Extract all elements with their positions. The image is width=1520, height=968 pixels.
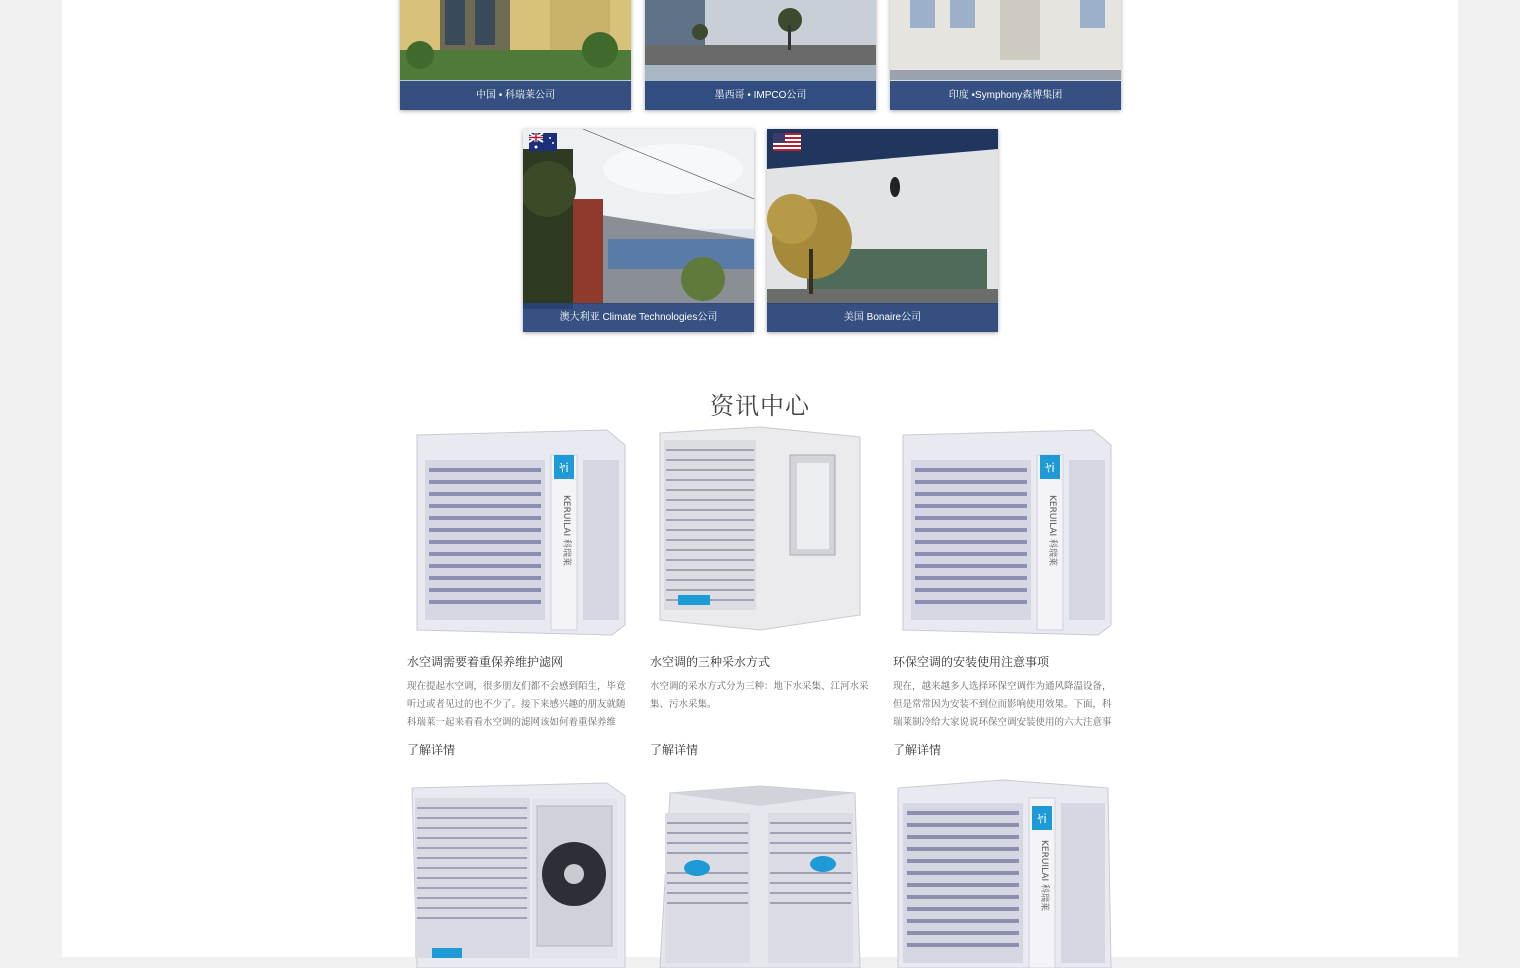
partner-caption: 中国 • 科瑞莱公司 bbox=[400, 81, 631, 110]
news-title[interactable]: 环保空调的安装使用注意事项 bbox=[893, 655, 1050, 669]
air-cooler-product-image[interactable] bbox=[650, 425, 872, 637]
partner-card-china[interactable] bbox=[400, 0, 631, 110]
partner-card-mexico[interactable] bbox=[645, 0, 876, 110]
partner-caption: 墨西哥 • IMPCO公司 bbox=[645, 81, 876, 110]
section-title: 资讯中心 bbox=[710, 393, 810, 420]
read-more-link[interactable]: 了解详情 bbox=[650, 743, 699, 757]
news-card[interactable] bbox=[650, 425, 872, 755]
read-more-link[interactable]: 了解详情 bbox=[893, 743, 942, 757]
news-description: 水空调的采水方式分为三种：地下水采集、江河水采集、污水采集。 bbox=[650, 681, 869, 710]
usa-flag-icon bbox=[773, 133, 801, 151]
partner-card-australia[interactable] bbox=[523, 129, 754, 332]
svg-text:KERUILAI 科瑞莱: KERUILAI 科瑞莱 bbox=[1039, 840, 1049, 911]
partner-caption: 澳大利亚 Climate Technologies公司 bbox=[523, 303, 754, 332]
building-photo bbox=[523, 129, 754, 332]
australia-flag-icon bbox=[529, 133, 557, 151]
building-photo bbox=[767, 129, 998, 332]
air-cooler-product-image[interactable] bbox=[893, 425, 1115, 637]
news-title[interactable]: 水空调的三种采水方式 bbox=[650, 655, 771, 669]
partner-caption: 美国 Bonaire公司 bbox=[767, 303, 998, 332]
svg-text:ﾔi: ﾔi bbox=[559, 461, 569, 475]
air-cooler-product-image[interactable] bbox=[407, 425, 629, 637]
news-card[interactable] bbox=[407, 425, 629, 755]
svg-text:KERUILAI 科瑞莱: KERUILAI 科瑞莱 bbox=[1047, 495, 1057, 566]
partner-caption: 印度 •Symphony森博集团 bbox=[890, 81, 1121, 110]
partner-card-india[interactable] bbox=[890, 0, 1121, 110]
air-cooler-product-image[interactable] bbox=[650, 778, 872, 968]
news-description: 现在提起水空调，很多朋友们都不会感到陌生，毕竟听过或者见过的也不少了。接下来感兴趣的朋友就随科瑞莱一起来看看水空调的滤网该如何着重保养维 bbox=[407, 681, 626, 728]
news-title[interactable]: 水空调需要着重保养维护滤网 bbox=[407, 655, 564, 669]
air-cooler-product-image[interactable] bbox=[407, 778, 629, 968]
news-description: 现在，越来越多人选择环保空调作为通风降温设备，但是常常因为安装不到位而影响使用效果。下面，科瑞莱制冷给大家说说环保空调安装使用的六大注意事 bbox=[893, 681, 1112, 728]
svg-text:ﾔi: ﾔi bbox=[1045, 461, 1055, 475]
read-more-link[interactable]: 了解详情 bbox=[407, 743, 456, 757]
air-cooler-product-image[interactable] bbox=[893, 778, 1115, 968]
partner-card-usa[interactable] bbox=[767, 129, 998, 332]
news-card[interactable] bbox=[893, 425, 1115, 755]
svg-text:KERUILAI 科瑞莱: KERUILAI 科瑞莱 bbox=[561, 495, 571, 566]
svg-text:ﾔi: ﾔi bbox=[1037, 812, 1047, 826]
